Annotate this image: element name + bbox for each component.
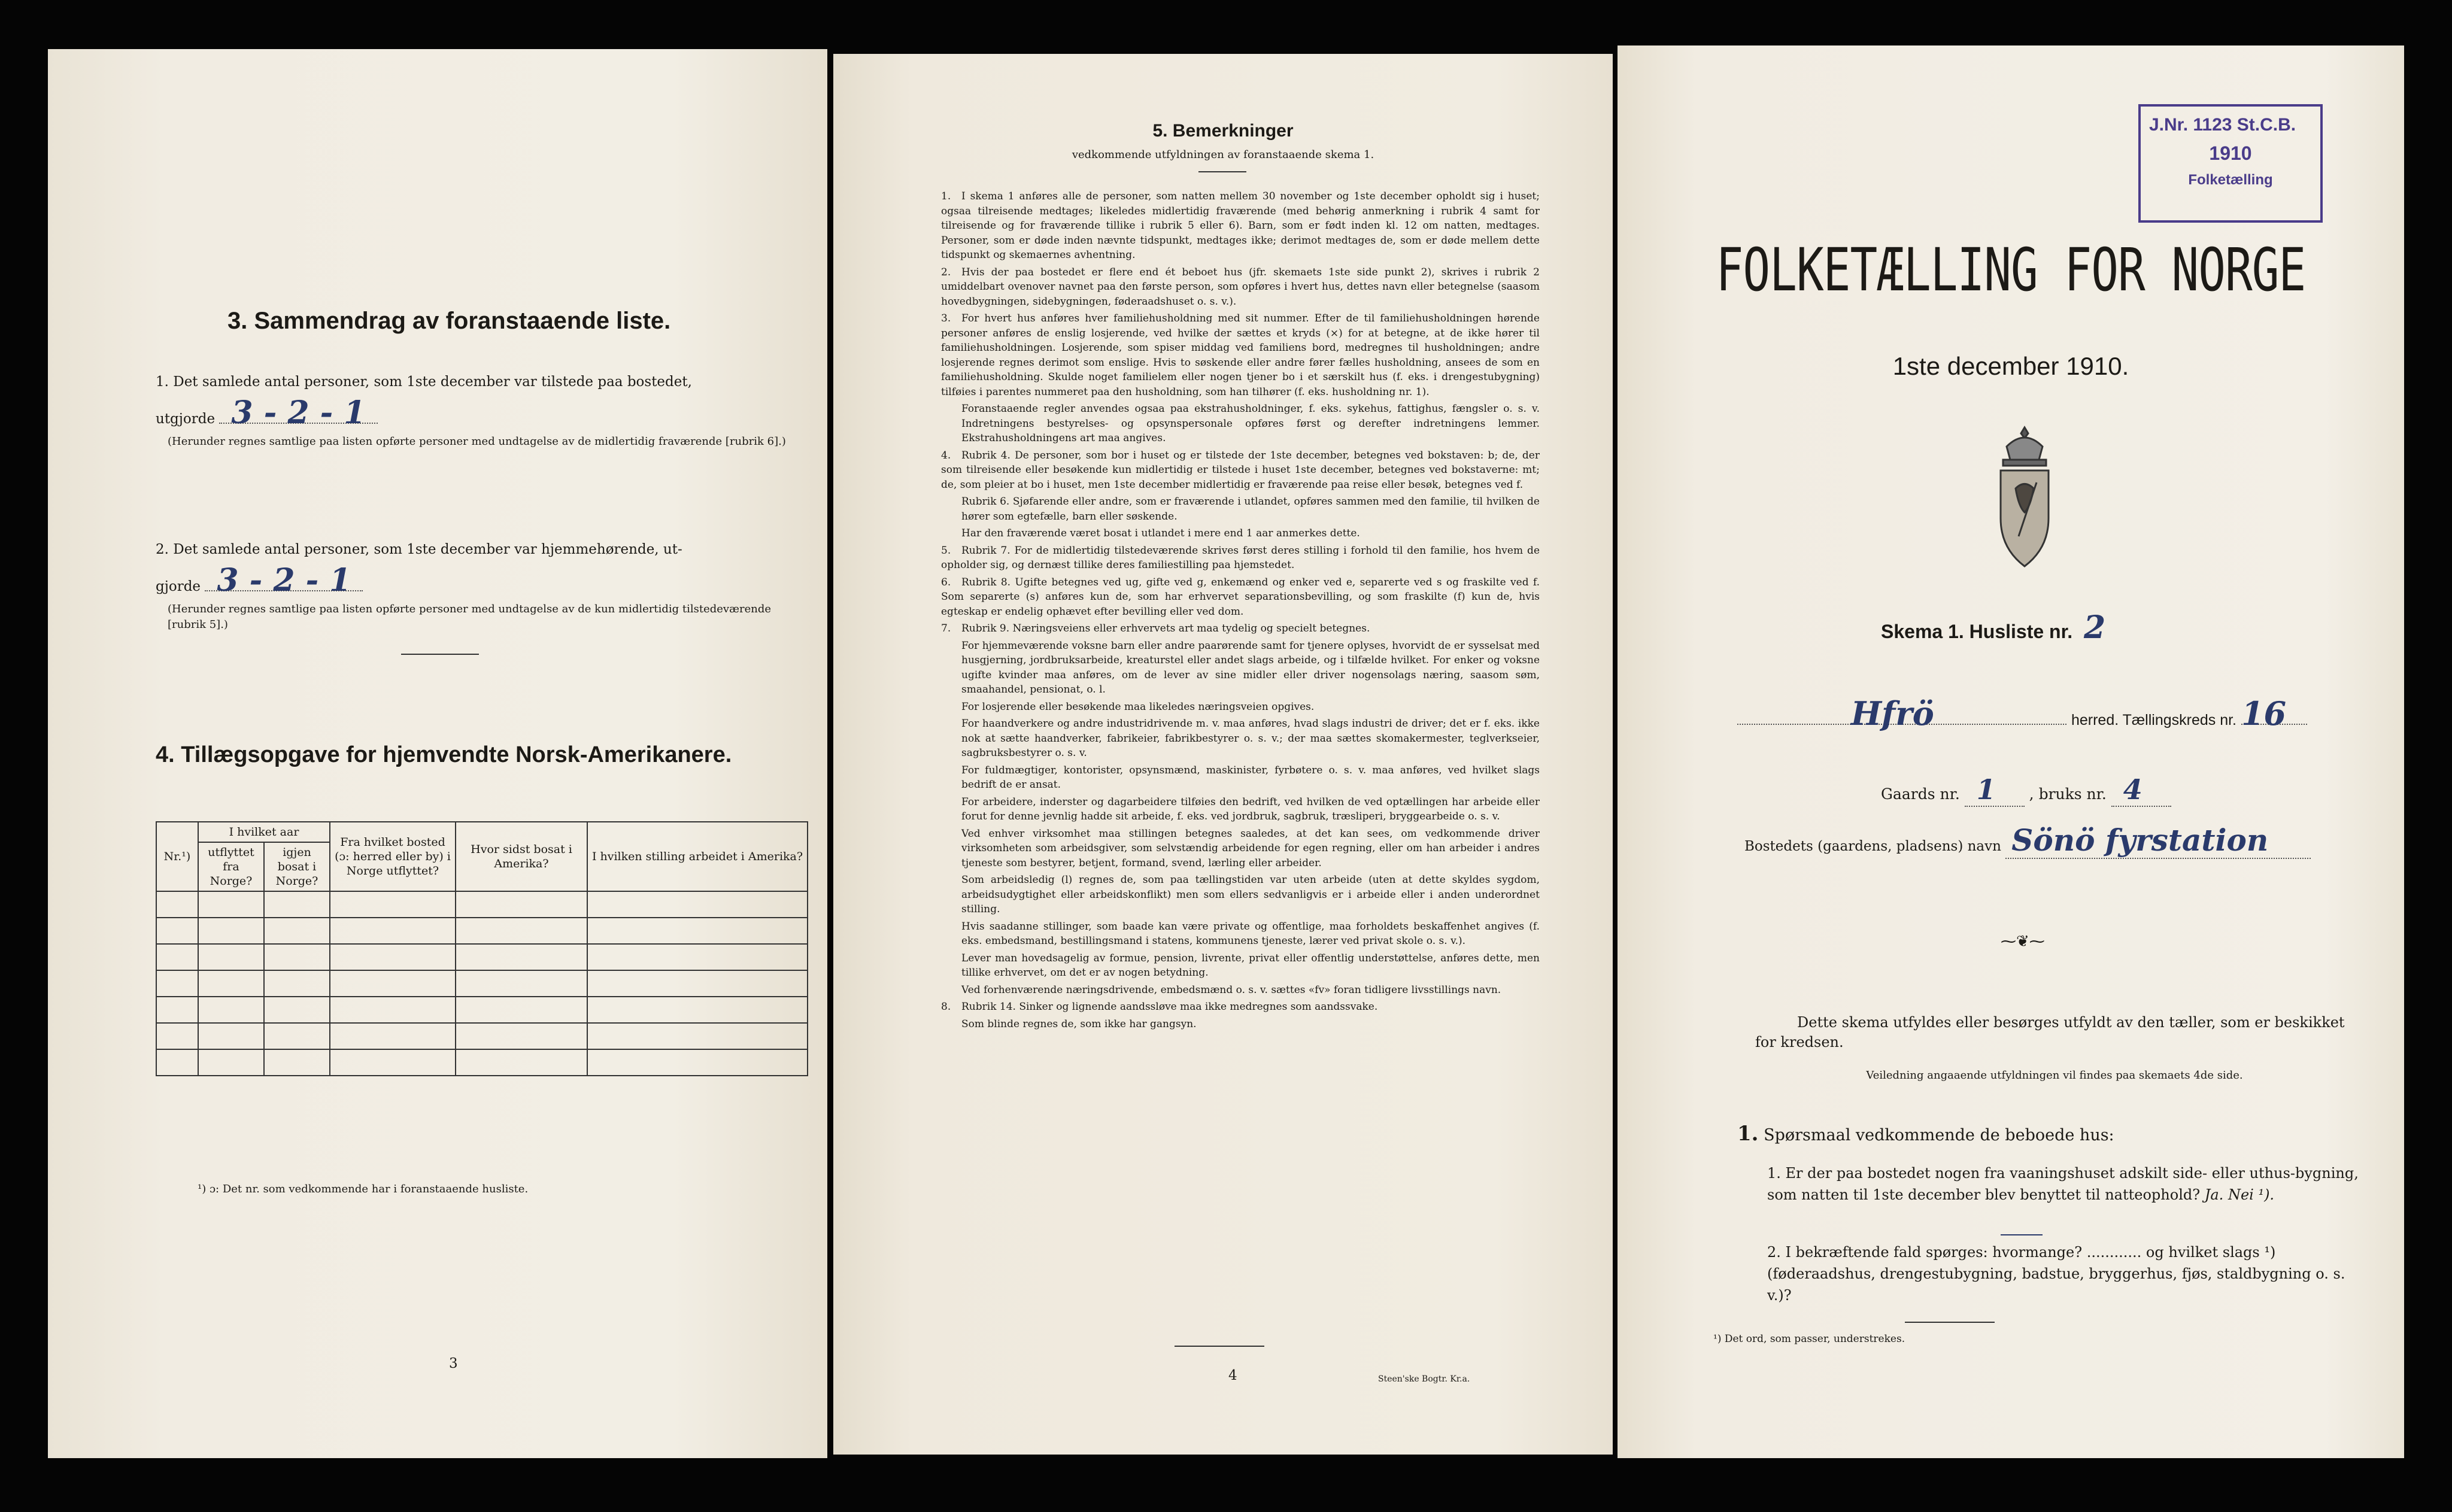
bosted-line (1744, 822, 2391, 859)
remark-paragraph (941, 1017, 1540, 1032)
summary-item-1 (156, 372, 802, 450)
divider (401, 654, 479, 655)
summary-item-2-text: 2. Det samlede antal personer, som 1ste december var hjemmehørende, ut- (156, 542, 682, 557)
gaards-number: 1 (1965, 773, 2025, 807)
intro-text: Dette skema utfyldes eller besørges utfyldt av den tæller, som er beskikket for kredsen. (1755, 1014, 2345, 1050)
bosted-value: Sönö fyrstation (2005, 822, 2311, 859)
norsk-amerikanere-table (156, 821, 808, 1076)
divider (1198, 171, 1246, 172)
table-row (156, 944, 808, 970)
remark-paragraph (941, 265, 1540, 309)
remark-paragraph (941, 494, 1540, 524)
remark-text: Hvis saadanne stillinger, som baade kan være private og offentlige, maa forholdets beskaffenhet angives (f. eks. embedsmand, bestillingsmand i statens, kommunens tjeneste, lærer ved privat skole o. s. v.). (961, 920, 1540, 947)
col-igjen-bosat: igjen bosat i Norge? (264, 842, 330, 891)
remark-paragraph (941, 621, 1540, 636)
col-bosted-norge: Fra hvilket bosted (ɔ: herred eller by) i Norge utflyttet? (330, 822, 456, 891)
remark-paragraph (941, 763, 1540, 793)
remark-text: Som blinde regnes de, som ikke har gangsyn. (961, 1018, 1197, 1030)
herred-line (1737, 694, 2360, 733)
remark-paragraph (941, 827, 1540, 871)
questions-number: 1. (1737, 1122, 1759, 1146)
table-footnote: ¹) ɔ: Det nr. som vedkommende har i foranstaaende husliste. (198, 1183, 529, 1195)
remark-paragraph (941, 639, 1540, 697)
remark-text: I skema 1 anføres alle de personer, som natten mellem 30 november og 1ste december opholdt sig i huset; ogsaa tilreisende medtages; likeledes midlertidig fraværende (med behørig anmerkning i rubrik 4 samt for tilreisende og for fraværende tillike i rubrik 5 eller 6). Barn, som er født inden kl. 12 om natten, medtages. Personer, som er døde inden nævnte tidspunkt, medtages ikke; derimot medtages de, som er døde mellem dette tidspunkt og skemaernes avhentning. (941, 190, 1540, 261)
page-number: 4 (1228, 1368, 1237, 1383)
remark-paragraph (941, 700, 1540, 715)
table-row (156, 1049, 808, 1076)
remark-text: Rubrik 4. De personer, som bor i huset og er tilstede der 1ste december, betegnes ved bokstaven: b; de, der som tilreisende eller besøkende kun midlertidig er tilstede i huset 1ste december, betegnes ved bokstaverne: mt; de, som pleier at bo i huset, men 1ste december midlertidig er fraværende paa reise eller besøk, betegnes ved f. (941, 449, 1540, 491)
remark-paragraph (941, 983, 1540, 998)
cover-footnote: ¹) Det ord, som passer, understrekes. (1713, 1333, 1905, 1345)
remarks-title: 5. Bemerkninger (1152, 121, 1294, 141)
remark-paragraph (941, 448, 1540, 493)
cover-title: FOLKETÆLLING FOR NORGE (1716, 235, 2306, 305)
intro-note: Veiledning angaaende utfyldningen vil findes paa skemaets 4de side. (1866, 1069, 2243, 1082)
summary-item-2-note: (Herunder regnes samtlige paa listen opførte personer med undtagelse av de kun midlertidig tilstedeværende [rubrik 5].) (168, 603, 772, 631)
remark-paragraph (941, 1000, 1540, 1015)
remark-text: For fuldmægtiger, kontorister, opsynsmænd, maskinister, fyrbøtere o. s. v. maa anføres, ved hvilket slags bedrift de er ansat. (961, 764, 1540, 791)
table-row (156, 891, 808, 918)
remark-number: 7. (941, 623, 951, 634)
remarks-list (941, 189, 1540, 1034)
husliste-number: 2 (2084, 609, 2106, 646)
remark-text: Ved forhenværende næringsdrivende, embedsmænd o. s. v. sættes «fv» foran tidligere livsstillings navn. (961, 983, 1501, 996)
page-3 (48, 49, 827, 1458)
remark-number: 4. (941, 449, 951, 462)
question-2: 2. I bekræftende fald spørges: hvormange? ............ og hvilket slags ¹) (føderaadshus, drengestubygning, badstue, bryggerhus, fjøs, staldbygning o. s. v.)? (1767, 1244, 2345, 1304)
remark-paragraph (941, 544, 1540, 573)
remark-text: Rubrik 6. Sjøfarende eller andre, som er fraværende i utlandet, opføres sammen med den familie, til hvilken de hører som egtefælle, barn eller søskende. (961, 496, 1540, 523)
remark-text: Lever man hovedsagelig av formue, pension, livrente, privat eller offentlig understøttelse, anføres dette, men tillike erhvervet, om det er av nogen betydning. (961, 952, 1540, 979)
remark-number: 2. (941, 266, 951, 278)
bruks-label: , bruks nr. (2029, 785, 2107, 803)
remark-text: Rubrik 7. For de midlertidig tilstedeværende skrives først deres stilling i forhold til den familie, hos hvem de opholder sig, og dernæst tillike deres familiestilling paa hjemstedet. (941, 544, 1540, 571)
section-3-title: 3. Sammendrag av foranstaaende liste. (227, 308, 671, 334)
divider (1905, 1322, 1995, 1323)
remark-paragraph (941, 402, 1540, 446)
questions-title: Spørsmaal vedkommende de beboede hus: (1764, 1126, 2114, 1144)
summary-item-1-note: (Herunder regnes samtlige paa listen opførte personer med undtagelse av de midlertidig fraværende [rubrik 6].) (168, 435, 786, 448)
remark-paragraph (941, 311, 1540, 399)
remark-text: For haandverkere og andre industridrivende m. v. maa anføres, hvad slags industri de driver; det er f. eks. ikke nok at sætte haandverker, fabrikeier, fabrikbestyrer o. s. v.; der maa sættes skomakermester, teglverkseier, sagbruksbestyrer o. s. v. (961, 718, 1540, 759)
summary-item-2-value: 3 - 2 - 1 (205, 570, 363, 591)
remark-number: 6. (941, 576, 951, 588)
remark-text: Foranstaaende regler anvendes ogsaa paa ekstrahusholdninger, f. eks. sykehus, fattighus, fængsler o. s. v. Indretningens bestyrelses- og opsynspersonale opføres først og derefter indretningens lemmer. Ekstrahusholdningens art maa angives. (961, 403, 1540, 444)
kreds-number: 16 (2241, 704, 2307, 725)
remark-text: Rubrik 14. Sinker og lignende aandssløve maa ikke medregnes som aandssvake. (961, 1001, 1378, 1013)
bruks-number: 4 (2111, 773, 2171, 807)
remark-text: Som arbeidsledig (l) regnes de, som paa tællingstiden var uten arbeide (uten at dette skyldes sygdom, arbeidsudygtighet eller arbeidskonflikt) men som ellers sedvanligvis er i arbeide eller i anden underordnet stilling. (961, 874, 1540, 915)
archive-stamp (2138, 104, 2323, 223)
gaards-line (1881, 773, 2171, 807)
summary-item-1-text: 1. Det samlede antal personer, som 1ste december var tilstede paa bostedet, (156, 374, 692, 390)
remarks-subtitle: vedkommende utfyldningen av foranstaaende skema 1. (1072, 148, 1374, 161)
remark-text: For arbeidere, inderster og dagarbeidere tilføies den bedrift, ved hvilken de ved optællingen har arbeide eller forut for denne jevnlig hadde sit arbeide, f. eks. ved jordbruk, sagbruk, træsliperi, bryggearbeide o. s. v. (961, 796, 1540, 822)
stamp-label: Folketælling (2188, 172, 2273, 188)
remark-paragraph (941, 919, 1540, 949)
summary-item-1-value: 3 - 2 - 1 (219, 403, 377, 424)
divider (1175, 1346, 1264, 1347)
summary-item-2-utgjorde: gjorde (156, 579, 201, 594)
page-number: 3 (449, 1356, 458, 1371)
summary-item-1-utgjorde: utgjorde (156, 411, 216, 427)
table-row (156, 970, 808, 997)
remark-number: 1. (941, 190, 951, 202)
page-1-cover (1618, 45, 2404, 1458)
remark-text: For losjerende eller besøkende maa likeledes næringsveien opgives. (961, 700, 1315, 713)
remark-text: For hjemmeværende voksne barn eller andre paarørende samt for tjenere oplyses, hvorvidt de er sysselsat med husgjerning, jordbruksarbeide, kreaturstel eller andet slags arbeide, og i tilfælde hvilket. For enker og voksne ugifte kvinder maa anføres, om de lever av sine midler eller driver nogensolags næring, saasom søm, smaahandel, pensionat, o. l. (961, 639, 1540, 696)
remark-paragraph (941, 575, 1540, 620)
remark-text: Har den fraværende været bosat i utlandet i mere end 1 aar anmerkes dette. (961, 527, 1360, 539)
remark-paragraph (941, 189, 1540, 263)
remark-paragraph (941, 795, 1540, 824)
printer-mark: Steen'ske Bogtr. Kr.a. (1378, 1374, 1470, 1384)
remark-number: 3. (941, 312, 951, 324)
bosted-label: Bostedets (gaardens, pladsens) navn (1744, 839, 2001, 854)
question-1-options: Ja. Nei ¹). (2204, 1186, 2275, 1203)
remark-text: Rubrik 8. Ugifte betegnes ved ug, gifte ved g, enkemænd og enker ved e, separerte ved s og fraskilte ved f. Som separerte (s) anføres kun de, som har erhvervet separationsbevilling, og som fraskilte (f) kun de, hvis egteskap er endelig ophævet efter bevilling eller ved dom. (941, 576, 1540, 618)
summary-item-2 (156, 540, 802, 633)
ornament-icon: ⁓❦⁓ (2001, 933, 2045, 951)
gaards-label: Gaards nr. (1881, 785, 1960, 803)
table-row (156, 918, 808, 944)
table-row (156, 997, 808, 1023)
norwegian-coat-of-arms-icon (1989, 423, 2060, 572)
remark-text: For hvert hus anføres hver familiehusholdning med sit nummer. Efter de til familiehusholdningen hørende personer anføres de enslig losjerende, ved hvilke der sættes et kryds (×) for at betegne, at de ikke hører til familiehusholdningen. Losjerende, som spiser middag ved familiens bord, medregnes til husholdningen; andre losjerende regnes derimot som enslige. Hvis to søskende eller andre fører fælles husholdning, ansees de som en familiehusholdning. Skulde noget familielem eller nogen tjener bo i et særskilt hus (f. eks. i drengestubygning) tilføies i parentes nummeret paa den husholdning, som han tilhører (f. eks. husholdning nr. 1). (941, 312, 1540, 398)
section-4-title: 4. Tillægsopgave for hjemvendte Norsk-Amerikanere. (156, 742, 732, 767)
stamp-year: 1910 (2209, 142, 2252, 164)
cover-date: 1ste december 1910. (1892, 352, 2129, 380)
question-1 (1767, 1162, 2366, 1206)
herred-value: Hfrö (1737, 704, 2066, 725)
remark-paragraph (941, 716, 1540, 761)
table-row (156, 1023, 808, 1049)
remark-paragraph (941, 873, 1540, 917)
col-group-year: I hvilket aar (198, 822, 330, 842)
col-nr: Nr.¹) (156, 822, 198, 891)
col-utflyttet: utflyttet fra Norge? (198, 842, 264, 891)
stamp-reference: J.Nr. 1123 St.C.B. (2149, 115, 2296, 135)
col-bosat-amerika: Hvor sidst bosat i Amerika? (456, 822, 587, 891)
herred-label: herred. Tællingskreds nr. (2071, 712, 2237, 728)
skema-label: Skema 1. Husliste nr. (1881, 621, 2073, 642)
remark-text: Hvis der paa bostedet er flere end ét beboet hus (jfr. skemaets 1ste side punkt 2), skrives i rubrik 2 umiddelbart ovenover navnet paa den første person, som opføres i hvert hus, dettes navn eller betegnelse (saasom hovedbygningen, sidebygningen, føderaadshuset o. s. v.). (941, 266, 1540, 308)
remark-text: Rubrik 9. Næringsveiens eller erhvervets art maa tydelig og specielt betegnes. (961, 623, 1370, 634)
col-stilling-amerika: I hvilken stilling arbeidet i Amerika? (587, 822, 808, 891)
remark-text: Ved enhver virksomhet maa stillingen betegnes saaledes, at det kan sees, om vedkommende driver virksomheten som arbeidsgiver, som selvstændig arbeidende for egen regning, eller om han arbeider i andres tjeneste som bestyrer, betjent, formand, svend, lærling eller arbeider. (961, 827, 1540, 869)
remark-paragraph (941, 526, 1540, 541)
page-4-remarks (833, 54, 1613, 1455)
questions-heading (1737, 1122, 2114, 1146)
remark-number: 5. (941, 544, 951, 557)
question-1-text: 1. Er der paa bostedet nogen fra vaaningshuset adskilt side- eller uthus-bygning, som natten til 1ste december blev benyttet til natteophold? (1767, 1165, 2359, 1203)
remark-paragraph (941, 951, 1540, 980)
skema-line (1881, 609, 2105, 646)
underline-nei (2001, 1234, 2043, 1235)
remark-number: 8. (941, 1001, 951, 1013)
